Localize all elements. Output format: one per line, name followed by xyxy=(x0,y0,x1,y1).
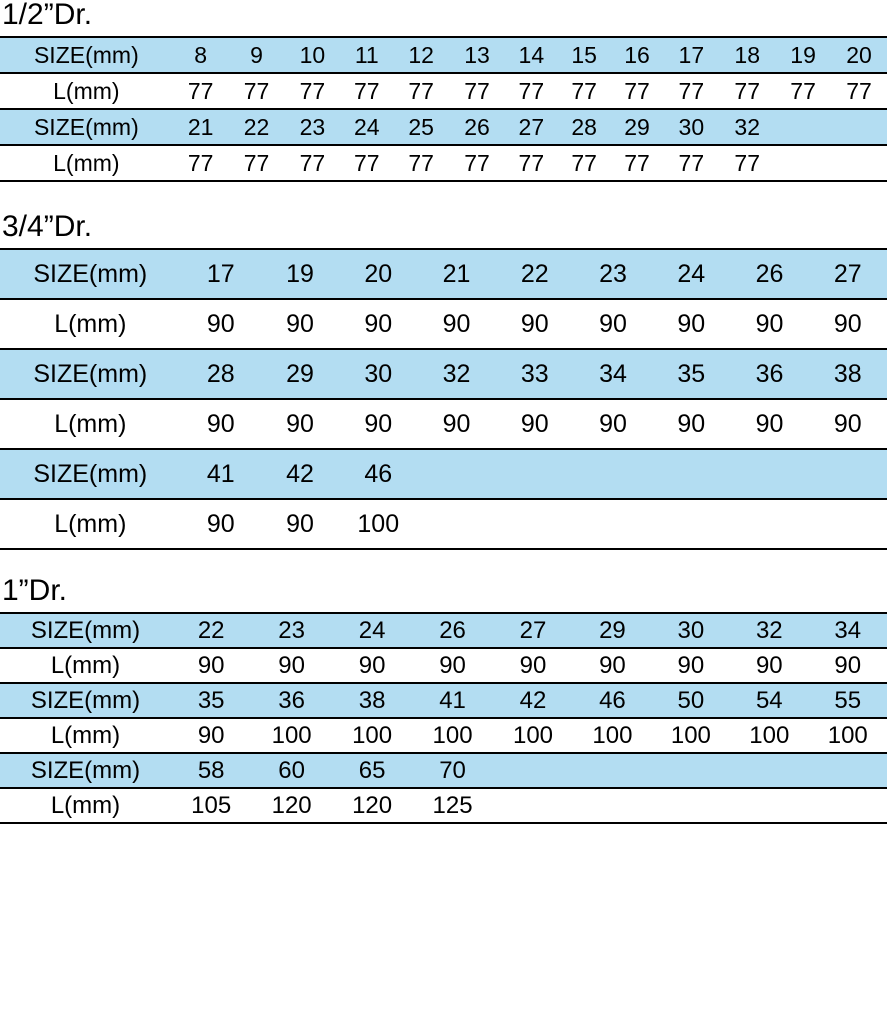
cell-length: 90 xyxy=(171,718,251,753)
cell-length: 90 xyxy=(261,299,339,349)
cell-size: 24 xyxy=(332,613,412,648)
row-label-length: L(mm) xyxy=(0,399,181,449)
cell-length: 100 xyxy=(251,718,331,753)
cell-length: 100 xyxy=(573,718,651,753)
table-row xyxy=(0,109,887,145)
section-title-one-inch: 1”Dr. xyxy=(2,574,68,607)
cell-size: 20 xyxy=(831,37,887,73)
cell-size-empty xyxy=(775,109,831,145)
cell-size: 54 xyxy=(730,683,808,718)
cell-size: 19 xyxy=(261,249,339,299)
cell-length: 90 xyxy=(261,499,339,549)
cell-size: 21 xyxy=(173,109,229,145)
cell-length: 77 xyxy=(173,73,229,109)
cell-size: 22 xyxy=(171,613,251,648)
cell-size: 10 xyxy=(284,37,340,73)
cell-length: 90 xyxy=(574,299,652,349)
cell-size: 70 xyxy=(412,753,492,788)
cell-size: 38 xyxy=(809,349,887,399)
row-label-length: L(mm) xyxy=(0,788,171,823)
cell-size-empty xyxy=(831,109,887,145)
cell-size: 42 xyxy=(261,449,339,499)
cell-length: 77 xyxy=(284,73,340,109)
table-row xyxy=(0,613,887,648)
cell-length: 90 xyxy=(339,299,417,349)
section-spacer xyxy=(0,182,889,212)
cell-length: 90 xyxy=(730,399,808,449)
cell-length: 90 xyxy=(573,648,651,683)
cell-length: 100 xyxy=(493,718,573,753)
cell-size: 30 xyxy=(663,109,719,145)
table-row xyxy=(0,449,887,499)
row-label-size: SIZE(mm) xyxy=(0,449,181,499)
cell-length: 90 xyxy=(652,648,730,683)
cell-size: 27 xyxy=(493,613,573,648)
cell-length: 90 xyxy=(339,399,417,449)
cell-length: 90 xyxy=(412,648,492,683)
table-row xyxy=(0,753,887,788)
cell-size: 33 xyxy=(496,349,574,399)
cell-length: 77 xyxy=(340,73,393,109)
table-row xyxy=(0,718,887,753)
row-label-size: SIZE(mm) xyxy=(0,613,171,648)
cell-size: 21 xyxy=(417,249,495,299)
cell-size: 27 xyxy=(505,109,558,145)
cell-size: 25 xyxy=(393,109,449,145)
cell-length: 90 xyxy=(809,299,887,349)
cell-length: 100 xyxy=(339,499,417,549)
table-row xyxy=(0,145,887,181)
cell-size: 32 xyxy=(730,613,808,648)
cell-length: 100 xyxy=(412,718,492,753)
cell-size: 9 xyxy=(229,37,285,73)
cell-size: 41 xyxy=(181,449,261,499)
spec-table-half-inch xyxy=(0,36,887,182)
cell-length-empty xyxy=(493,788,573,823)
cell-size: 26 xyxy=(412,613,492,648)
cell-length-empty xyxy=(775,145,831,181)
row-label-length: L(mm) xyxy=(0,299,181,349)
cell-length: 90 xyxy=(181,299,261,349)
cell-size: 24 xyxy=(652,249,730,299)
cell-length-empty xyxy=(809,499,887,549)
cell-length: 90 xyxy=(496,399,574,449)
cell-size: 8 xyxy=(173,37,229,73)
cell-size: 41 xyxy=(412,683,492,718)
cell-size: 23 xyxy=(574,249,652,299)
cell-size: 16 xyxy=(611,37,664,73)
cell-size-empty xyxy=(730,449,808,499)
section-three-quarter-inch-drive xyxy=(0,212,889,550)
cell-length: 77 xyxy=(173,145,229,181)
cell-length: 77 xyxy=(719,73,775,109)
cell-size: 26 xyxy=(449,109,505,145)
cell-size-empty xyxy=(809,449,887,499)
cell-length-empty xyxy=(809,788,887,823)
cell-size-empty xyxy=(496,449,574,499)
cell-size: 36 xyxy=(251,683,331,718)
section-spacer xyxy=(0,550,889,576)
table-row xyxy=(0,299,887,349)
cell-size: 29 xyxy=(611,109,664,145)
cell-length: 90 xyxy=(730,299,808,349)
cell-length: 77 xyxy=(558,73,611,109)
cell-size: 34 xyxy=(574,349,652,399)
cell-length-empty xyxy=(652,788,730,823)
cell-length-empty xyxy=(831,145,887,181)
cell-length: 100 xyxy=(730,718,808,753)
cell-size: 38 xyxy=(332,683,412,718)
cell-length: 90 xyxy=(181,499,261,549)
cell-size: 29 xyxy=(573,613,651,648)
cell-length: 100 xyxy=(809,718,887,753)
cell-length: 90 xyxy=(730,648,808,683)
table-row xyxy=(0,399,887,449)
cell-length: 125 xyxy=(412,788,492,823)
table-row xyxy=(0,37,887,73)
cell-length: 105 xyxy=(171,788,251,823)
cell-size: 27 xyxy=(809,249,887,299)
cell-size: 17 xyxy=(663,37,719,73)
row-label-length: L(mm) xyxy=(0,499,181,549)
cell-length: 90 xyxy=(493,648,573,683)
row-label-length: L(mm) xyxy=(0,648,171,683)
row-label-size: SIZE(mm) xyxy=(0,753,171,788)
cell-size: 22 xyxy=(496,249,574,299)
cell-size: 30 xyxy=(339,349,417,399)
cell-length: 90 xyxy=(417,299,495,349)
cell-size: 12 xyxy=(393,37,449,73)
table-row xyxy=(0,249,887,299)
cell-size: 35 xyxy=(171,683,251,718)
cell-size: 34 xyxy=(809,613,887,648)
spec-table-one-inch xyxy=(0,612,887,824)
table-row xyxy=(0,73,887,109)
cell-length-empty xyxy=(730,788,808,823)
cell-length: 77 xyxy=(663,73,719,109)
cell-size: 28 xyxy=(181,349,261,399)
section-title-three-quarter-inch: 3/4”Dr. xyxy=(2,210,93,243)
table-row xyxy=(0,648,887,683)
cell-length: 77 xyxy=(284,145,340,181)
row-label-size: SIZE(mm) xyxy=(0,249,181,299)
table-row xyxy=(0,683,887,718)
row-label-size: SIZE(mm) xyxy=(0,349,181,399)
cell-length: 90 xyxy=(574,399,652,449)
cell-length: 100 xyxy=(332,718,412,753)
cell-length: 77 xyxy=(831,73,887,109)
cell-size: 55 xyxy=(809,683,887,718)
cell-length-empty xyxy=(652,499,730,549)
cell-size-empty xyxy=(809,753,887,788)
cell-size-empty xyxy=(574,449,652,499)
cell-length: 100 xyxy=(652,718,730,753)
cell-size: 18 xyxy=(719,37,775,73)
cell-length: 90 xyxy=(332,648,412,683)
cell-size: 28 xyxy=(558,109,611,145)
row-label-length: L(mm) xyxy=(0,718,171,753)
table-row xyxy=(0,499,887,549)
cell-size-empty xyxy=(417,449,495,499)
cell-length: 77 xyxy=(505,73,558,109)
cell-size: 24 xyxy=(340,109,393,145)
cell-size: 58 xyxy=(171,753,251,788)
cell-size: 29 xyxy=(261,349,339,399)
cell-size: 65 xyxy=(332,753,412,788)
table-row xyxy=(0,788,887,823)
row-label-length: L(mm) xyxy=(0,145,173,181)
cell-size: 32 xyxy=(417,349,495,399)
cell-size-empty xyxy=(652,753,730,788)
row-label-size: SIZE(mm) xyxy=(0,37,173,73)
cell-length: 77 xyxy=(663,145,719,181)
cell-length: 77 xyxy=(393,145,449,181)
section-one-inch-drive xyxy=(0,576,889,824)
cell-size-empty xyxy=(730,753,808,788)
cell-size: 20 xyxy=(339,249,417,299)
table-row xyxy=(0,349,887,399)
cell-size: 14 xyxy=(505,37,558,73)
cell-size: 60 xyxy=(251,753,331,788)
cell-size: 50 xyxy=(652,683,730,718)
cell-length: 77 xyxy=(611,145,664,181)
cell-size: 30 xyxy=(652,613,730,648)
cell-length: 77 xyxy=(229,73,285,109)
cell-length: 90 xyxy=(261,399,339,449)
row-label-size: SIZE(mm) xyxy=(0,109,173,145)
row-label-length: L(mm) xyxy=(0,73,173,109)
cell-length-empty xyxy=(730,499,808,549)
cell-length: 90 xyxy=(251,648,331,683)
cell-size: 42 xyxy=(493,683,573,718)
cell-size: 36 xyxy=(730,349,808,399)
cell-size: 35 xyxy=(652,349,730,399)
section-title-half-inch: 1/2”Dr. xyxy=(2,0,93,31)
cell-length: 77 xyxy=(229,145,285,181)
cell-size: 19 xyxy=(775,37,831,73)
cell-length: 90 xyxy=(652,299,730,349)
cell-length: 90 xyxy=(417,399,495,449)
cell-length: 77 xyxy=(449,73,505,109)
spec-table-three-quarter-inch xyxy=(0,248,887,550)
cell-length: 120 xyxy=(332,788,412,823)
cell-length: 90 xyxy=(809,648,887,683)
cell-length-empty xyxy=(574,499,652,549)
cell-size: 13 xyxy=(449,37,505,73)
cell-length: 90 xyxy=(496,299,574,349)
cell-size-empty xyxy=(493,753,573,788)
cell-size: 23 xyxy=(284,109,340,145)
cell-length: 77 xyxy=(775,73,831,109)
cell-length: 120 xyxy=(251,788,331,823)
cell-size: 11 xyxy=(340,37,393,73)
cell-size: 17 xyxy=(181,249,261,299)
cell-length: 77 xyxy=(505,145,558,181)
cell-size: 23 xyxy=(251,613,331,648)
cell-length: 77 xyxy=(558,145,611,181)
cell-length: 90 xyxy=(652,399,730,449)
cell-length: 90 xyxy=(171,648,251,683)
cell-size: 26 xyxy=(730,249,808,299)
cell-length: 77 xyxy=(393,73,449,109)
cell-length: 77 xyxy=(611,73,664,109)
cell-length: 90 xyxy=(181,399,261,449)
cell-size: 46 xyxy=(339,449,417,499)
cell-length: 90 xyxy=(809,399,887,449)
cell-size-empty xyxy=(652,449,730,499)
cell-size: 32 xyxy=(719,109,775,145)
cell-length: 77 xyxy=(449,145,505,181)
cell-length-empty xyxy=(417,499,495,549)
cell-length: 77 xyxy=(340,145,393,181)
section-half-inch-drive xyxy=(0,0,889,182)
cell-length: 77 xyxy=(719,145,775,181)
cell-size: 46 xyxy=(573,683,651,718)
cell-size: 15 xyxy=(558,37,611,73)
cell-size: 22 xyxy=(229,109,285,145)
cell-size-empty xyxy=(573,753,651,788)
cell-length-empty xyxy=(496,499,574,549)
cell-length-empty xyxy=(573,788,651,823)
row-label-size: SIZE(mm) xyxy=(0,683,171,718)
